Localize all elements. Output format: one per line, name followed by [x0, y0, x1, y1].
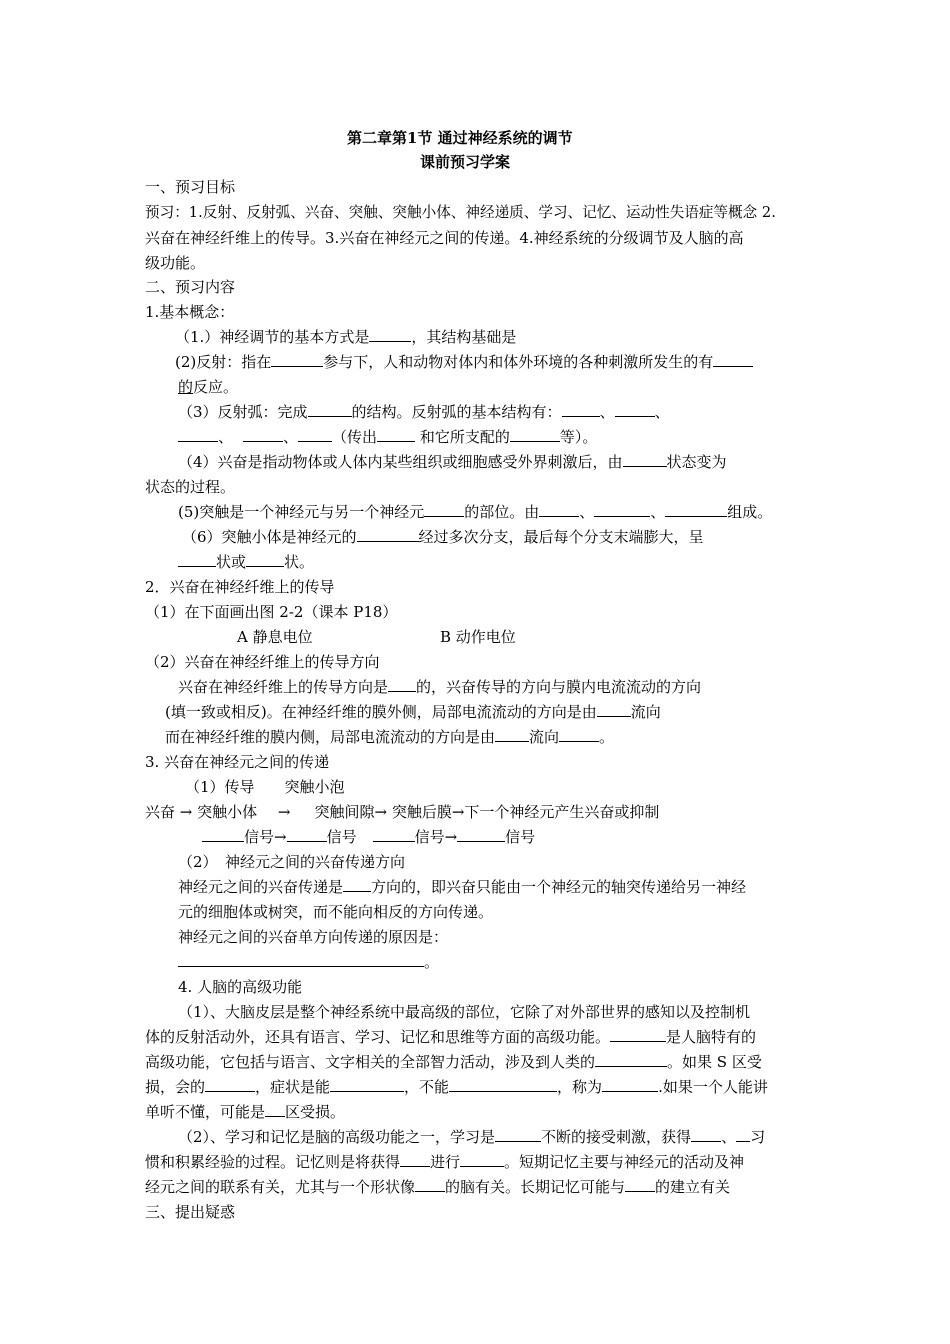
- text: 信号→: [414, 828, 458, 846]
- text: 的脑有关。长期记忆可能与: [445, 1178, 626, 1196]
- section-heading: 2．兴奋在神经纤维上的传导: [145, 578, 335, 596]
- text: (填一致或相反)。在神经纤维的膜外侧，局部电流流动的方向是由: [165, 703, 597, 721]
- section-heading: 3. 兴奋在神经元之间的传递: [145, 753, 330, 771]
- text: （6）突触小体是神经元的: [182, 528, 357, 546]
- text: 的: [178, 378, 194, 396]
- text: 经过多次分支，最后每个分支末端膨大，呈: [418, 528, 704, 546]
- paragraph-line: [178, 377, 238, 397]
- text: 损，会的: [145, 1078, 206, 1096]
- text: （1.）神经调节的基本方式是: [175, 328, 370, 346]
- blank[interactable]: [449, 1077, 557, 1092]
- blank[interactable]: [602, 1077, 658, 1092]
- text: 信号: [326, 828, 357, 846]
- text: 突触间隙→ 突触后膜→下一个神经元产生兴奋或抑制: [314, 803, 660, 821]
- text: 突触小泡: [284, 778, 345, 796]
- text: 习: [750, 1128, 766, 1146]
- paragraph-line: [145, 1152, 744, 1172]
- text: （2）、学习和记忆是脑的高级功能之一，学习是: [178, 1128, 496, 1146]
- paragraph-line: [165, 702, 661, 722]
- blank[interactable]: [298, 427, 332, 442]
- paragraph-line: [185, 777, 345, 797]
- paragraph-line: （2） 神经元之间的兴奋传递方向: [178, 853, 406, 871]
- blank[interactable]: [713, 352, 753, 367]
- section-heading: 一、预习目标: [145, 178, 236, 196]
- text: 流向: [630, 703, 661, 721]
- text: 兴奋: [145, 803, 180, 821]
- blank[interactable]: [330, 1077, 404, 1092]
- text: 和它所支配的: [415, 428, 510, 446]
- text: 的部位。由: [464, 503, 540, 521]
- blank[interactable]: [343, 877, 371, 892]
- blank[interactable]: [377, 427, 415, 442]
- blank[interactable]: [178, 552, 216, 567]
- blank[interactable]: [308, 402, 352, 417]
- blank[interactable]: [287, 827, 327, 842]
- text: 、: [650, 503, 666, 521]
- text: (2)反射：指在: [175, 353, 272, 371]
- blank[interactable]: [615, 402, 655, 417]
- blank[interactable]: [415, 1177, 445, 1192]
- paragraph-line: 元的细胞体或树突，而不能向相反的方向传递。: [178, 903, 494, 921]
- text: 进行: [430, 1153, 461, 1171]
- paragraph-line: [178, 677, 701, 697]
- text: 状。: [284, 553, 315, 571]
- paragraph-line: [178, 952, 439, 972]
- paragraph-line: [175, 352, 753, 372]
- text: 等）。: [559, 428, 598, 446]
- text: 、: [721, 1128, 737, 1146]
- paragraph-line: [145, 1077, 768, 1097]
- text: 兴奋在神经纤维上的传导方向是: [178, 678, 389, 696]
- blank[interactable]: [460, 1152, 504, 1167]
- text: (5)突触是一个神经元与另一个神经元: [178, 503, 425, 521]
- text: 、: [599, 403, 615, 421]
- label-b: B 动作电位: [440, 628, 516, 646]
- text: （3）反射弧：完成: [178, 403, 308, 421]
- blank[interactable]: [610, 1027, 666, 1042]
- blank[interactable]: [202, 827, 244, 842]
- section-heading: 4. 人脑的高级功能: [178, 978, 303, 996]
- blank[interactable]: [691, 1127, 721, 1142]
- paragraph-line: [178, 402, 670, 422]
- paragraph-line: [178, 552, 314, 572]
- text: 组成。: [727, 503, 773, 521]
- paragraph-line: （1）、大脑皮层是整个神经系统中最高级的部位，它除了对外部世界的感知以及控制机: [178, 1003, 751, 1021]
- blank[interactable]: [665, 502, 727, 517]
- blank[interactable]: [265, 1102, 285, 1117]
- text: 参与下，人和动物对体内和体外环境的各种刺激所发生的有: [323, 353, 714, 371]
- text: 高级功能，它包括与语言、文字相关的全部智力活动，涉及到人类的: [145, 1053, 596, 1071]
- blank[interactable]: [246, 552, 284, 567]
- sub-heading: 1.基本概念：: [145, 303, 235, 321]
- text: 的结构。反射弧的基本结构有：: [351, 403, 562, 421]
- paragraph-line: 状态的过程。: [145, 478, 236, 496]
- blank[interactable]: [243, 427, 283, 442]
- blank[interactable]: [424, 502, 464, 517]
- paragraph-line: [145, 1027, 756, 1047]
- text: 。: [599, 728, 615, 746]
- blank[interactable]: [369, 327, 411, 342]
- text: 状态变为: [666, 453, 727, 471]
- blank[interactable]: [400, 1152, 430, 1167]
- text: 、: [654, 403, 670, 421]
- text: 是人脑特有的: [666, 1028, 757, 1046]
- text: 状或: [216, 553, 247, 571]
- text: 、: [579, 503, 595, 521]
- paragraph-line: [202, 827, 535, 847]
- section-heading: 三、提出疑惑: [145, 1203, 236, 1221]
- blank[interactable]: [357, 527, 419, 542]
- section-heading: 二、预习内容: [145, 278, 236, 296]
- paragraph-line: [182, 527, 704, 547]
- text: 不断的接受刺激，获得: [541, 1128, 692, 1146]
- text: 反应。: [193, 378, 239, 396]
- text: 方向的，即兴奋只能由一个神经元的轴突传递给另一神经: [371, 878, 747, 896]
- paragraph-line: [145, 1052, 762, 1072]
- text: ，称为: [557, 1078, 603, 1096]
- blank[interactable]: [623, 452, 667, 467]
- blank[interactable]: [562, 402, 600, 417]
- text: 体的反射活动外，还具有语言、学习、记忆和思维等方面的高级功能。: [145, 1028, 611, 1046]
- text: （传出: [332, 428, 378, 446]
- label-a: A 静息电位: [237, 628, 313, 646]
- text: 经元之间的联系有关，尤其与一个形状像: [145, 1178, 416, 1196]
- text: 、: [283, 428, 299, 446]
- text: ，其结构基础是: [411, 328, 517, 346]
- text: .如果一个人能讲: [658, 1078, 768, 1096]
- paragraph-line: [165, 727, 614, 747]
- paragraph-line: [178, 877, 746, 897]
- blank[interactable]: [495, 727, 529, 742]
- blank[interactable]: [559, 727, 599, 742]
- paragraph-line: [178, 452, 727, 472]
- text: 神经元之间的兴奋传递是: [178, 878, 344, 896]
- blank[interactable]: [178, 427, 218, 442]
- paragraph-line: 级功能。: [145, 254, 206, 272]
- arrow-icon: →: [179, 803, 193, 821]
- paragraph-line: [178, 1127, 765, 1147]
- blank[interactable]: [271, 352, 323, 367]
- paragraph-line: [145, 802, 659, 822]
- blank[interactable]: [625, 1177, 655, 1192]
- paragraph-line: 神经元之间的兴奋单方向传递的原因是：: [178, 928, 449, 946]
- blank[interactable]: [736, 1127, 750, 1142]
- text: 、: [218, 428, 234, 446]
- arrow-icon: →: [277, 803, 291, 821]
- text: 信号: [505, 828, 536, 846]
- text: （4）兴奋是指动物体或人体内某些组织或细胞感受外界刺激后，由: [178, 453, 623, 471]
- paragraph-line: 预习：1.反射、反射弧、兴奋、突触、突触小体、神经递质、学习、记忆、运动性失语症等概念 2.: [145, 204, 776, 221]
- text: 的，兴奋传导的方向与膜内电流流动的方向: [416, 678, 702, 696]
- blank[interactable]: [178, 952, 424, 967]
- text: ，不能: [404, 1078, 450, 1096]
- text: 单听不懂，可能是: [145, 1103, 266, 1121]
- blank[interactable]: [457, 827, 505, 842]
- text: 。: [424, 953, 440, 971]
- paragraph-line: [175, 327, 516, 347]
- paragraph-line: 兴奋在神经纤维上的传导。3.兴奋在神经元之间的传递。4.神经系统的分级调节及人脑的高: [145, 229, 744, 247]
- paragraph-line: [145, 1177, 730, 1197]
- paragraph-line: [178, 427, 597, 447]
- blank[interactable]: [373, 827, 415, 842]
- text: 的建立有关: [655, 1178, 731, 1196]
- page-title: 第二章第1节 通过神经系统的调节: [347, 129, 573, 147]
- text: 而在神经纤维的膜内侧，局部电流流动的方向是由: [165, 728, 496, 746]
- blank[interactable]: [495, 1127, 541, 1142]
- page-subtitle: 课前预习学案: [420, 153, 511, 171]
- paragraph-line: （2）兴奋在神经纤维上的传导方向: [145, 653, 380, 671]
- blank[interactable]: [388, 677, 416, 692]
- text: 区受损。: [285, 1103, 346, 1121]
- text: （1）传导: [185, 778, 255, 796]
- blank[interactable]: [539, 502, 579, 517]
- text: 。如果 S 区受: [667, 1053, 762, 1071]
- paragraph-line: [145, 1102, 345, 1122]
- text: 信号→: [244, 828, 287, 846]
- blank[interactable]: [594, 502, 650, 517]
- blank[interactable]: [595, 1052, 667, 1067]
- blank[interactable]: [205, 1077, 255, 1092]
- paragraph-line: （1）在下面画出图 2-2（课本 P18）: [145, 603, 398, 621]
- text: 突触小体: [192, 803, 262, 821]
- paragraph-line: [178, 502, 772, 522]
- text: 惯和积累经验的过程。记忆则是将获得: [145, 1153, 401, 1171]
- text: 。短期记忆主要与神经元的活动及神: [504, 1153, 745, 1171]
- text: 流向: [529, 728, 560, 746]
- blank[interactable]: [510, 427, 560, 442]
- blank[interactable]: [597, 702, 631, 717]
- text: ，症状是能: [255, 1078, 331, 1096]
